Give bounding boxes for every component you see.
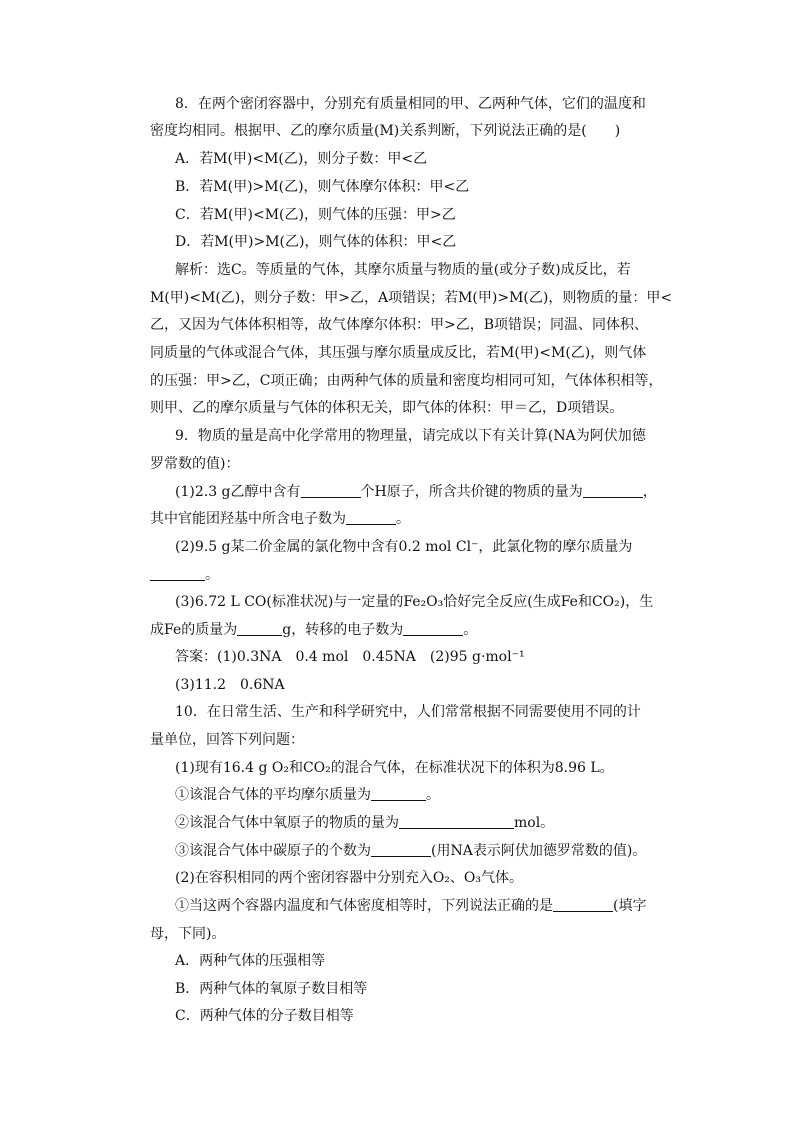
q10-stem-line-2: 量单位，回答下列问题： [150, 732, 304, 748]
answer-blank[interactable] [583, 483, 643, 498]
q10-part1-item-1 [175, 786, 440, 804]
q8-analysis-line-6: 则甲、乙的摩尔质量与气体的体积无关，即气体的体积：甲＝乙，D项错误。 [150, 400, 624, 416]
answer-blank[interactable] [346, 510, 396, 525]
q10-part2-item-1-end: (填字 [613, 898, 647, 914]
q10-part1: (1)现有16.4 g O₂和CO₂的混合气体，在标准状况下的体积为8.96 L。 [175, 760, 614, 776]
q10-part2-item-1-line-2: 母，下同)。 [150, 926, 226, 942]
q10-part2-item-1-text: ①当这两个容器内温度和气体密度相等时，下列说法正确的是 [175, 898, 553, 914]
answer-blank[interactable] [237, 621, 282, 636]
q10-part1-item-2 [175, 814, 554, 832]
q10-part1-item-2-end: mol。 [514, 815, 555, 831]
q9-part3-text-c: g，转移的电子数为 [282, 622, 404, 638]
q8-option-b: B．若M(甲)>M(乙)，则气体摩尔体积：甲<乙 [175, 179, 470, 195]
answer-blank[interactable] [150, 566, 205, 581]
q9-part1-text-d: 其中官能团羟基中所含电子数为 [150, 511, 346, 527]
q9-part2-line-2 [150, 566, 219, 584]
q10-part2: (2)在容积相同的两个密闭容器中分别充入O₂、O₃气体。 [175, 870, 524, 886]
q9-part1-text-a: (1)2.3 g乙醇中含有 [175, 484, 301, 500]
q10-part1-item-1-end: 。 [426, 787, 440, 803]
q9-stem-line-1: 9．物质的量是高中化学常用的物理量，请完成以下有关计算(NA为阿伏加德 [175, 428, 646, 444]
q8-stem-line-2: 密度均相同。根据甲、乙的摩尔质量(M)关系判断，下列说法正确的是( ) [150, 123, 621, 139]
q9-part1-text-c: ， [642, 484, 657, 500]
q10-part1-item-2-text: ②该混合气体中氧原子的物质的量为 [175, 815, 399, 831]
answer-blank[interactable] [371, 786, 426, 801]
q9-part3-text-b: 成Fe的质量为 [150, 622, 238, 638]
q10-part2-item-1 [175, 897, 646, 915]
q10-part1-item-1-text: ①该混合气体的平均摩尔质量为 [175, 787, 371, 803]
q10-part1-item-3-text: ③该混合气体中碳原子的个数为 [175, 843, 371, 859]
q8-stem-line-1: 8．在两个密闭容器中，分别充有质量相同的甲、乙两种气体，它们的温度和 [175, 96, 646, 112]
answer-blank[interactable] [403, 621, 463, 636]
answer-blank[interactable] [301, 483, 361, 498]
q8-option-a: A．若M(甲)<M(乙)，则分子数：甲<乙 [175, 151, 428, 167]
q8-analysis-line-1: 解析：选C。等质量的气体，其摩尔质量与物质的量(或分子数)成反比，若 [175, 262, 631, 278]
answer-blank[interactable] [371, 842, 431, 857]
q10-option-b: B．两种气体的氧原子数目相等 [175, 981, 368, 997]
q8-analysis-line-2: M(甲)<M(乙)，则分子数：甲>乙，A项错误；若M(甲)>M(乙)，则物质的量：甲< [150, 290, 673, 306]
q8-analysis-line-4: 同质量的气体或混合气体，其压强与摩尔质量成反比，若M(甲)<M(乙)，则气体 [150, 345, 647, 361]
answer-blank[interactable] [553, 897, 613, 912]
q9-answer-line-2: (3)11.2 0.6NA [175, 677, 285, 693]
q9-stem-line-2: 罗常数的值)： [150, 456, 240, 472]
q10-option-c: C．两种气体的分子数目相等 [175, 1008, 354, 1024]
q9-part2-line-1: (2)9.5 g某二价金属的氯化物中含有0.2 mol Cl⁻，此氯化物的摩尔质量为 [175, 539, 633, 555]
q9-part3-text-d: 。 [463, 622, 478, 638]
q9-answer-line-1: 答案：(1)0.3NA 0.4 mol 0.45NA (2)95 g·mol⁻¹ [175, 649, 525, 665]
q10-option-a: A．两种气体的压强相等 [175, 953, 326, 969]
q9-part2-text-b: 。 [205, 567, 219, 583]
q8-analysis-line-5: 的压强：甲>乙，C项正确；由两种气体的质量和密度均相同可知，气体体积相等， [150, 373, 663, 389]
q9-part1-line-2 [150, 510, 410, 528]
q8-analysis-line-3: 乙，又因为气体体积相等，故气体摩尔体积：甲>乙，B项错误；同温、同体积、 [150, 317, 649, 333]
q9-part1-text-b: 个H原子，所含共价键的物质的量为 [360, 484, 583, 500]
q9-part3-line-1: (3)6.72 L CO(标准状况)与一定量的Fe₂O₃恰好完全反应(生成Fe和CO₂)，生 [175, 594, 654, 610]
q9-part3-line-2 [150, 621, 477, 639]
q10-part1-item-3-end: (用NA表示阿伏加德罗常数的值)。 [431, 843, 647, 859]
q8-option-d: D．若M(甲)>M(乙)，则气体的体积：甲<乙 [175, 234, 457, 250]
q9-part1-text-e: 。 [396, 511, 410, 527]
q10-stem-line-1: 10．在日常生活、生产和科学研究中，人们常常根据不同需要使用不同的计 [175, 704, 641, 720]
q8-option-c: C．若M(甲)<M(乙)，则气体的压强：甲>乙 [175, 207, 456, 223]
answer-blank[interactable] [399, 814, 514, 829]
q10-part1-item-3 [175, 842, 646, 860]
q9-part1-line-1 [175, 483, 657, 501]
